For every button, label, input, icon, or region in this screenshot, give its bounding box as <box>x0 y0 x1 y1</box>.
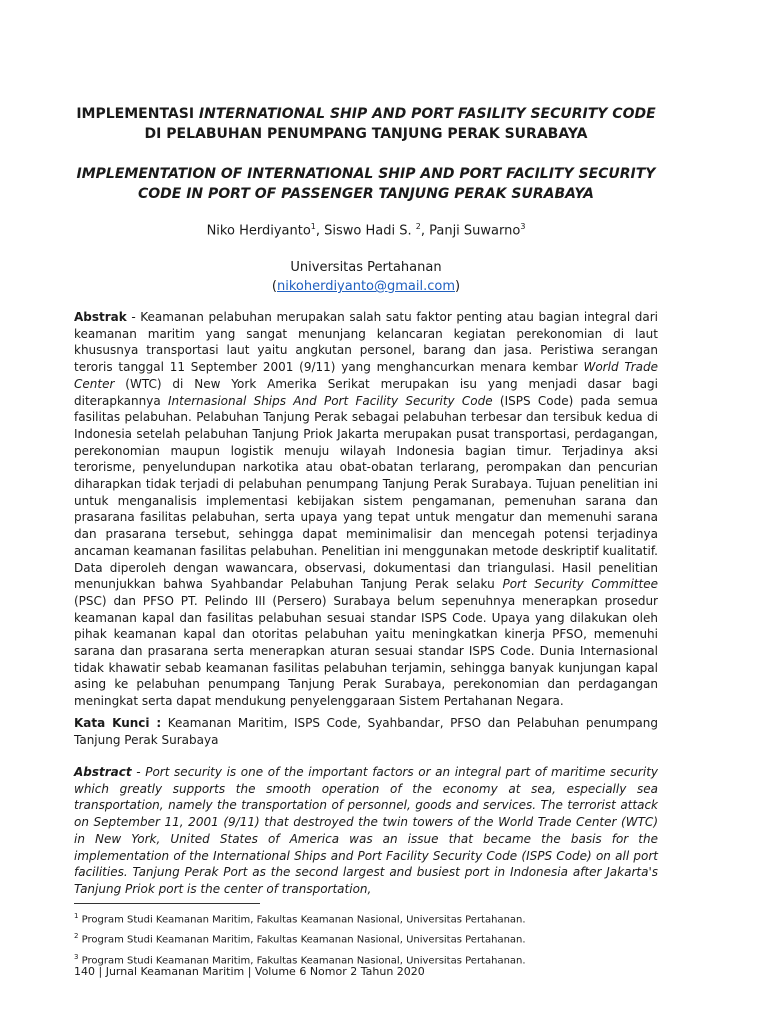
paren-close: ) <box>455 279 461 294</box>
abstract-id-isps: Internasional Ships And Port Facility Security Code <box>167 393 493 408</box>
author-sup: 2 <box>415 222 421 231</box>
author-name: Panji Suwarno <box>429 223 521 239</box>
affiliation <box>74 258 658 296</box>
keywords-text: Keamanan Maritim, ISPS Code, Syahbandar, PFSO dan Pelabuhan penumpang Tanjung Perak Surabaya <box>74 716 658 747</box>
abstract-en-label: Abstract <box>74 765 132 779</box>
paren-open: ( <box>271 279 277 294</box>
footnote <box>74 908 674 928</box>
title-en-line1: IMPLEMENTATION OF INTERNATIONAL SHIP AND PORT FACILITY SECURITY <box>76 166 656 182</box>
author-sep: , <box>420 223 430 239</box>
footnote-num: 3 <box>74 952 79 961</box>
email-link[interactable]: nikoherdiyanto@gmail.com <box>276 279 456 294</box>
title-en-line2: CODE IN PORT OF PASSENGER TANJUNG PERAK SURABAYA <box>137 186 594 202</box>
author-sup: 1 <box>310 222 316 231</box>
abstract-indonesian <box>74 309 658 710</box>
abstract-id-part1: - Keamanan pelabuhan merupakan salah satu faktor penting atau bagian integral dari keamanan maritim yang sangat menunjang kelancaran kegiatan perekonomian di laut khususnya transportasi laut yaitu angkutan personel, barang dan jasa. Peristiwa serangan teroris tanggal 11 September 2001 (9/11) yang menghancurkan menara kembar <box>74 310 658 375</box>
footnote-text: Program Studi Keamanan Maritim, Fakultas Keamanan Nasional, Universitas Pertahanan. <box>78 914 526 926</box>
footnote-num: 1 <box>74 912 79 920</box>
abstract-english <box>74 764 658 896</box>
title-indonesian <box>74 104 658 144</box>
footnote-text: Program Studi Keamanan Maritim, Fakultas Keamanan Nasional, Universitas Pertahanan. <box>78 954 526 966</box>
abstract-id-part3: (ISPS Code) pada semua fasilitas pelabuhan. Pelabuhan Tanjung Perak sebagai pelabuhan terbesar dan tersibuk kedua di Indonesia setelah pelabuhan Tanjung Priok Jakarta merupakan pusat transportasi, perdagangan, perekonomian maupun logistik menuju wilayah Indonesia bagian timur. Terjadinya aksi terorisme, penyelundupan narkotika atau obat-obatan terlarang, perompakan dan pencurian diharapkan tidak terjadi di pelabuhan penumpang Tanjung Perak Surabaya. Tujuan penelitian ini untuk menganalisis implementasi kebijakan sistem pengamanan, pemenuhan sarana dan prasarana fasilitas pelabuhan, serta upaya yang tepat untuk mengatur dan memenuhi sarana dan prasarana tersebut, sehingga dapat meminimalisir dan mencegah potensi terjadinya ancaman keamanan fasilitas pelabuhan. Penelitian ini menggunakan metode deskriptif kualitatif. Data diperoleh dengan wawancara, observasi, dokumentasi dan triangulasi. Hasil penelitian menunjukkan bahwa Syahbandar Pelabuhan Tanjung Perak selaku <box>74 393 659 592</box>
footnote-num: 2 <box>74 932 79 941</box>
title-id-italic: INTERNATIONAL SHIP AND PORT FASILITY SECURITY CODE <box>198 106 656 122</box>
authors-line <box>74 222 658 238</box>
title-id-prefix: IMPLEMENTASI <box>76 106 199 122</box>
author-name: Niko Herdiyanto <box>206 223 311 239</box>
institution: Universitas Pertahanan <box>290 260 442 275</box>
abstract-id-label: Abstrak <box>74 310 127 324</box>
title-id-line2: DI PELABUHAN PENUMPANG TANJUNG PERAK SURABAYA <box>144 126 588 142</box>
author-name: Siswo Hadi S. <box>324 223 416 239</box>
author-sup: 3 <box>520 222 526 231</box>
footnote-divider <box>74 903 260 904</box>
abstract-en-text: - Port security is one of the important factors or an integral part of maritime security which greatly supports the smooth operation of the economy at sea, especially sea transportation, namely the transportation of personnel, goods and services. The terrorist attack on September 11, 2001 (9/11) that destroyed the twin towers of the World Trade Center (WTC) in New York, United States of America was an issue that became the basis for the implementation of the International Ships and Port Facility Security Code (ISPS Code) on all port facilities. Tanjung Perak Port as the second largest and busiest port in Indonesia after Jakarta's Tanjung Priok port is the center of transportation, <box>74 765 658 896</box>
footnote-text: Program Studi Keamanan Maritim, Fakultas Keamanan Nasional, Universitas Pertahanan. <box>78 934 526 946</box>
author-sep: , <box>315 223 325 239</box>
abstract-id-psc: Port Security Committee <box>502 577 658 592</box>
abstract-id-part2: (WTC) di New York Amerika Serikat merupakan isu yang menjadi dasar bagi diterapkannya <box>74 376 658 408</box>
keywords-label: Kata Kunci : <box>74 716 162 730</box>
page-footer: 140 | Jurnal Keamanan Maritim | Volume 6 Nomor 2 Tahun 2020 <box>74 965 425 978</box>
footnote <box>74 928 674 948</box>
abstract-id-wtc: World Trade Center <box>74 360 659 391</box>
footnotes <box>74 908 674 969</box>
keywords <box>74 715 658 748</box>
abstract-id-part4: (PSC) dan PFSO PT. Pelindo III (Persero) Surabaya belum sepenuhnya menerapkan prosedur keamanan kapal dan fasilitas pelabuhan sesuai standar ISPS Code. Upaya yang dilakukan oleh pihak keamanan kapal dan otoritas pelabuhan yaitu meningkatkan kinerja PFSO, memenuhi sarana dan prasarana serta menerapkan aturan sesuai standar ISPS Code. Dunia Internasional tidak khawatir sebab keamanan fasilitas pelabuhan terjamin, sehingga banyak kunjungan kapal asing ke pelabuhan penumpang Tanjung Perak Surabaya, perekonomian dan perdagangan meningkat serta dapat mendukung penyelenggaraan Sistem Pertahanan Negara. <box>74 593 658 709</box>
title-english <box>74 164 658 204</box>
